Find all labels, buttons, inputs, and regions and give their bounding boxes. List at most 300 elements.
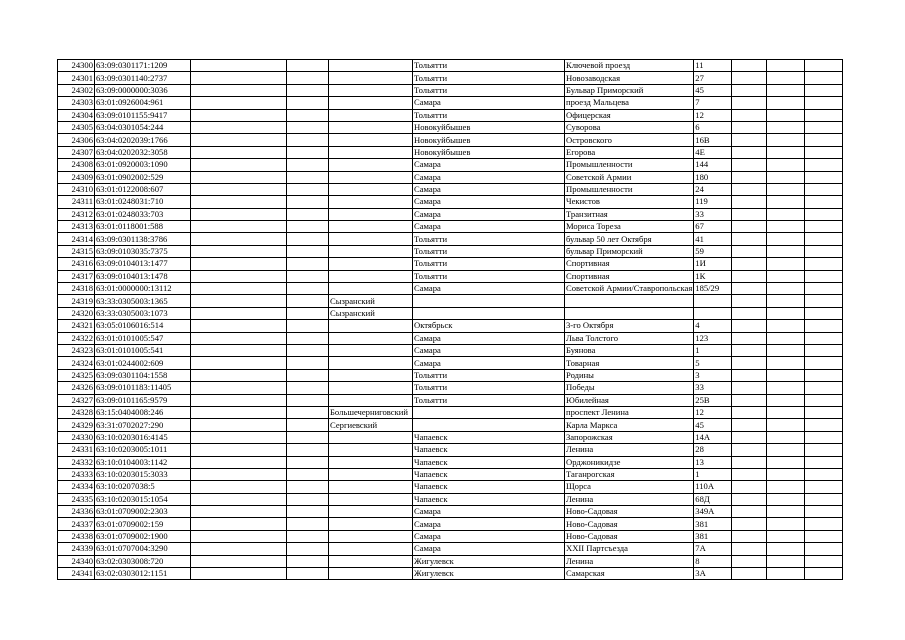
table-row xyxy=(58,506,843,518)
cell-row-number: 24321 xyxy=(58,320,95,332)
cell-empty xyxy=(767,109,805,121)
cell-district xyxy=(329,456,413,468)
cell-empty xyxy=(191,283,287,295)
cell-empty xyxy=(767,307,805,319)
cell-empty xyxy=(191,121,287,133)
cell-empty xyxy=(767,171,805,183)
cell-street: Промышленности xyxy=(565,159,694,171)
cell-street: Буянова xyxy=(565,344,694,356)
cell-locality xyxy=(413,295,565,307)
table-row xyxy=(58,394,843,406)
cell-empty xyxy=(287,369,329,381)
cell-cadastral-number: 63:33:0305003:1365 xyxy=(95,295,191,307)
cell-empty xyxy=(191,270,287,282)
table-row xyxy=(58,233,843,245)
cell-empty xyxy=(732,72,767,84)
cell-empty xyxy=(287,394,329,406)
cell-row-number: 24301 xyxy=(58,72,95,84)
cell-empty xyxy=(287,134,329,146)
records-table xyxy=(57,59,843,580)
cell-locality: Самара xyxy=(413,344,565,356)
cell-locality: Самара xyxy=(413,196,565,208)
cell-house: 11 xyxy=(694,60,732,72)
table-body xyxy=(58,60,843,580)
cell-empty xyxy=(732,320,767,332)
cell-row-number: 24330 xyxy=(58,431,95,443)
cell-street: Льва Толстого xyxy=(565,332,694,344)
cell-empty xyxy=(805,60,843,72)
cell-empty xyxy=(287,431,329,443)
cell-district xyxy=(329,183,413,195)
cell-locality: Тольятти xyxy=(413,233,565,245)
cell-locality: Тольятти xyxy=(413,258,565,270)
cell-empty xyxy=(767,97,805,109)
cell-empty xyxy=(767,159,805,171)
cell-district xyxy=(329,568,413,580)
cell-empty xyxy=(805,134,843,146)
cell-empty xyxy=(191,394,287,406)
cell-cadastral-number: 63:10:0203015:3033 xyxy=(95,468,191,480)
cell-empty xyxy=(767,444,805,456)
cell-empty xyxy=(805,146,843,158)
cell-empty xyxy=(767,344,805,356)
cell-empty xyxy=(287,146,329,158)
cell-cadastral-number: 63:01:0902002:529 xyxy=(95,171,191,183)
cell-house: 123 xyxy=(694,332,732,344)
cell-district xyxy=(329,109,413,121)
cell-locality: Чапаевск xyxy=(413,481,565,493)
cell-cadastral-number: 63:01:0244002:609 xyxy=(95,357,191,369)
cell-street: 3-го Октября xyxy=(565,320,694,332)
cell-cadastral-number: 63:09:0103035:7375 xyxy=(95,245,191,257)
cell-street: Запорожская xyxy=(565,431,694,443)
cell-cadastral-number: 63:02:0303008:720 xyxy=(95,555,191,567)
cell-row-number: 24322 xyxy=(58,332,95,344)
cell-empty xyxy=(805,84,843,96)
cell-locality: Новокуйбышев xyxy=(413,146,565,158)
cell-empty xyxy=(287,382,329,394)
cell-empty xyxy=(767,468,805,480)
cell-empty xyxy=(191,568,287,580)
cell-empty xyxy=(191,406,287,418)
table-row xyxy=(58,444,843,456)
cell-locality: Тольятти xyxy=(413,72,565,84)
table-row xyxy=(58,406,843,418)
cell-locality: Самара xyxy=(413,530,565,542)
cell-empty xyxy=(287,456,329,468)
cell-empty xyxy=(767,555,805,567)
cell-empty xyxy=(732,332,767,344)
cell-empty xyxy=(191,530,287,542)
cell-cadastral-number: 63:04:0202032:3058 xyxy=(95,146,191,158)
cell-empty xyxy=(191,221,287,233)
cell-empty xyxy=(287,320,329,332)
cell-locality: Тольятти xyxy=(413,382,565,394)
cell-street: Островского xyxy=(565,134,694,146)
cell-locality: Самара xyxy=(413,332,565,344)
cell-cadastral-number: 63:04:0202039:1766 xyxy=(95,134,191,146)
cell-empty xyxy=(191,468,287,480)
cell-empty xyxy=(732,406,767,418)
cell-empty xyxy=(191,295,287,307)
cell-empty xyxy=(732,221,767,233)
cell-street: Бульвар Приморский xyxy=(565,84,694,96)
cell-empty xyxy=(732,530,767,542)
cell-house: 8 xyxy=(694,555,732,567)
cell-empty xyxy=(287,506,329,518)
cell-cadastral-number: 63:10:0203015:1054 xyxy=(95,493,191,505)
cell-empty xyxy=(805,357,843,369)
cell-empty xyxy=(805,456,843,468)
cell-empty xyxy=(767,196,805,208)
cell-empty xyxy=(287,109,329,121)
cell-empty xyxy=(287,121,329,133)
cell-cadastral-number: 63:01:0709002:1900 xyxy=(95,530,191,542)
cell-district xyxy=(329,444,413,456)
cell-empty xyxy=(287,518,329,530)
cell-locality: Самара xyxy=(413,159,565,171)
cell-empty xyxy=(805,159,843,171)
cell-empty xyxy=(191,171,287,183)
cell-locality: Тольятти xyxy=(413,394,565,406)
cell-row-number: 24314 xyxy=(58,233,95,245)
cell-empty xyxy=(805,344,843,356)
cell-street: бульвар Приморский xyxy=(565,245,694,257)
cell-house xyxy=(694,307,732,319)
cell-empty xyxy=(805,171,843,183)
cell-row-number: 24332 xyxy=(58,456,95,468)
table-row xyxy=(58,530,843,542)
cell-district xyxy=(329,344,413,356)
cell-empty xyxy=(805,233,843,245)
cell-street: Мориса Тореза xyxy=(565,221,694,233)
cell-street: Ленина xyxy=(565,555,694,567)
cell-cadastral-number: 63:01:0248033:703 xyxy=(95,208,191,220)
table-row xyxy=(58,456,843,468)
cell-empty xyxy=(287,60,329,72)
cell-locality: Самара xyxy=(413,171,565,183)
cell-empty xyxy=(732,60,767,72)
cell-locality: Чапаевск xyxy=(413,431,565,443)
cell-street: Промышленности xyxy=(565,183,694,195)
cell-house: 110А xyxy=(694,481,732,493)
cell-district xyxy=(329,518,413,530)
cell-empty xyxy=(191,60,287,72)
cell-empty xyxy=(767,245,805,257)
cell-empty xyxy=(805,568,843,580)
table-row xyxy=(58,468,843,480)
cell-empty xyxy=(767,431,805,443)
cell-empty xyxy=(287,72,329,84)
table-row xyxy=(58,568,843,580)
cell-row-number: 24313 xyxy=(58,221,95,233)
cell-street: Советской Армии xyxy=(565,171,694,183)
cell-locality: Новокуйбышев xyxy=(413,134,565,146)
cell-cadastral-number: 63:33:0305003:1073 xyxy=(95,307,191,319)
cell-empty xyxy=(732,431,767,443)
cell-house: 1И xyxy=(694,258,732,270)
cell-empty xyxy=(287,233,329,245)
cell-locality: Тольятти xyxy=(413,60,565,72)
cell-empty xyxy=(805,555,843,567)
cell-street: Офицерская xyxy=(565,109,694,121)
cell-house: 5 xyxy=(694,357,732,369)
cell-empty xyxy=(732,444,767,456)
cell-empty xyxy=(191,332,287,344)
cell-empty xyxy=(287,568,329,580)
cell-empty xyxy=(767,493,805,505)
cell-empty xyxy=(767,134,805,146)
cell-empty xyxy=(732,568,767,580)
cell-row-number: 24334 xyxy=(58,481,95,493)
cell-cadastral-number: 63:04:0301054:244 xyxy=(95,121,191,133)
cell-locality: Жигулевск xyxy=(413,568,565,580)
cell-empty xyxy=(767,332,805,344)
cell-empty xyxy=(191,159,287,171)
table-row xyxy=(58,382,843,394)
cell-cadastral-number: 63:09:0104013:1478 xyxy=(95,270,191,282)
cell-street: Ленина xyxy=(565,444,694,456)
cell-district xyxy=(329,258,413,270)
cell-empty xyxy=(767,84,805,96)
cell-row-number: 24312 xyxy=(58,208,95,220)
cell-empty xyxy=(732,344,767,356)
cell-empty xyxy=(805,97,843,109)
cell-empty xyxy=(767,283,805,295)
cell-empty xyxy=(287,419,329,431)
cell-cadastral-number: 63:01:0248031:710 xyxy=(95,196,191,208)
cell-district xyxy=(329,134,413,146)
cell-empty xyxy=(191,444,287,456)
cell-empty xyxy=(191,196,287,208)
cell-street: Самарская xyxy=(565,568,694,580)
cell-empty xyxy=(767,295,805,307)
cell-empty xyxy=(191,481,287,493)
cell-empty xyxy=(287,183,329,195)
cell-empty xyxy=(287,530,329,542)
table-row xyxy=(58,493,843,505)
cell-house: 1 xyxy=(694,468,732,480)
cell-empty xyxy=(191,419,287,431)
cell-empty xyxy=(732,233,767,245)
cell-district xyxy=(329,84,413,96)
cell-street: Спортивная xyxy=(565,270,694,282)
cell-house: 13 xyxy=(694,456,732,468)
cell-empty xyxy=(191,543,287,555)
cell-cadastral-number: 63:09:0104013:1477 xyxy=(95,258,191,270)
table-row xyxy=(58,369,843,381)
table-row xyxy=(58,196,843,208)
cell-empty xyxy=(287,493,329,505)
cell-empty xyxy=(732,518,767,530)
cell-house xyxy=(694,295,732,307)
cell-empty xyxy=(287,543,329,555)
cell-empty xyxy=(767,183,805,195)
cell-house: 45 xyxy=(694,419,732,431)
cell-house: 68Д xyxy=(694,493,732,505)
cell-empty xyxy=(732,394,767,406)
cell-district xyxy=(329,369,413,381)
cell-empty xyxy=(805,394,843,406)
cell-row-number: 24307 xyxy=(58,146,95,158)
cell-empty xyxy=(191,109,287,121)
cell-street: Щорса xyxy=(565,481,694,493)
table-row xyxy=(58,97,843,109)
cell-row-number: 24331 xyxy=(58,444,95,456)
cell-street: Ново-Садовая xyxy=(565,518,694,530)
cell-empty xyxy=(732,419,767,431)
cell-house: 16В xyxy=(694,134,732,146)
cell-house: 41 xyxy=(694,233,732,245)
cell-empty xyxy=(732,84,767,96)
table-row xyxy=(58,183,843,195)
cell-empty xyxy=(805,431,843,443)
cell-street: Товарная xyxy=(565,357,694,369)
cell-district xyxy=(329,481,413,493)
cell-cadastral-number: 63:09:0101165:9579 xyxy=(95,394,191,406)
cell-row-number: 24315 xyxy=(58,245,95,257)
cell-street: Ленина xyxy=(565,493,694,505)
cell-empty xyxy=(805,543,843,555)
cell-row-number: 24305 xyxy=(58,121,95,133)
cell-house: 33 xyxy=(694,208,732,220)
cell-street: Ново-Садовая xyxy=(565,506,694,518)
cell-row-number: 24320 xyxy=(58,307,95,319)
cell-house: 59 xyxy=(694,245,732,257)
cell-empty xyxy=(805,406,843,418)
table-row xyxy=(58,258,843,270)
cell-street: Орджоникидзе xyxy=(565,456,694,468)
cell-empty xyxy=(287,245,329,257)
cell-empty xyxy=(732,245,767,257)
cell-cadastral-number: 63:01:0920003:1090 xyxy=(95,159,191,171)
cell-district xyxy=(329,60,413,72)
cell-cadastral-number: 63:05:0106016:514 xyxy=(95,320,191,332)
cell-street: бульвар 50 лет Октября xyxy=(565,233,694,245)
cell-empty xyxy=(767,530,805,542)
cell-house: 14А xyxy=(694,431,732,443)
cell-empty xyxy=(732,258,767,270)
cell-locality: Самара xyxy=(413,357,565,369)
cell-district xyxy=(329,270,413,282)
cell-empty xyxy=(287,555,329,567)
cell-empty xyxy=(767,419,805,431)
cell-district xyxy=(329,394,413,406)
cell-locality: Чапаевск xyxy=(413,468,565,480)
cell-house: 119 xyxy=(694,196,732,208)
cell-district xyxy=(329,221,413,233)
cell-empty xyxy=(287,159,329,171)
cell-empty xyxy=(805,109,843,121)
cell-house: 67 xyxy=(694,221,732,233)
cell-cadastral-number: 63:09:0101183:11405 xyxy=(95,382,191,394)
cell-locality: Чапаевск xyxy=(413,493,565,505)
cell-row-number: 24326 xyxy=(58,382,95,394)
cell-house: 381 xyxy=(694,518,732,530)
cell-cadastral-number: 63:15:0404008:246 xyxy=(95,406,191,418)
cell-empty xyxy=(767,357,805,369)
cell-empty xyxy=(732,456,767,468)
cell-district xyxy=(329,357,413,369)
cell-empty xyxy=(191,431,287,443)
cell-house: 381 xyxy=(694,530,732,542)
cell-street: Таганрогская xyxy=(565,468,694,480)
cell-locality: Жигулевск xyxy=(413,555,565,567)
cell-empty xyxy=(767,258,805,270)
table-row xyxy=(58,146,843,158)
table-row xyxy=(58,283,843,295)
cell-house: 24 xyxy=(694,183,732,195)
cell-empty xyxy=(191,245,287,257)
cell-locality: Новокуйбышев xyxy=(413,121,565,133)
table-row xyxy=(58,481,843,493)
cell-district xyxy=(329,171,413,183)
cell-empty xyxy=(767,270,805,282)
cell-locality: Самара xyxy=(413,183,565,195)
cell-empty xyxy=(805,121,843,133)
cell-empty xyxy=(191,233,287,245)
cell-row-number: 24304 xyxy=(58,109,95,121)
cell-empty xyxy=(732,208,767,220)
cell-empty xyxy=(287,468,329,480)
cell-district xyxy=(329,159,413,171)
cell-empty xyxy=(805,332,843,344)
cell-empty xyxy=(287,406,329,418)
cell-empty xyxy=(191,493,287,505)
cell-empty xyxy=(191,369,287,381)
cell-district xyxy=(329,97,413,109)
cell-empty xyxy=(287,171,329,183)
cell-locality: Самара xyxy=(413,208,565,220)
cell-locality: Тольятти xyxy=(413,84,565,96)
cell-empty xyxy=(732,555,767,567)
cell-cadastral-number: 63:10:0203016:4145 xyxy=(95,431,191,443)
table-row xyxy=(58,72,843,84)
cell-empty xyxy=(805,270,843,282)
cell-empty xyxy=(805,183,843,195)
cell-street: Егорова xyxy=(565,146,694,158)
cell-street xyxy=(565,295,694,307)
cell-house: 3 xyxy=(694,369,732,381)
cell-cadastral-number: 63:02:0303012:1151 xyxy=(95,568,191,580)
cell-empty xyxy=(805,493,843,505)
cell-street: XXII Партсъезда xyxy=(565,543,694,555)
cell-district: Сызранский xyxy=(329,295,413,307)
cell-locality xyxy=(413,406,565,418)
cell-row-number: 24341 xyxy=(58,568,95,580)
cell-cadastral-number: 63:01:0101005:547 xyxy=(95,332,191,344)
cell-street: Родины xyxy=(565,369,694,381)
cell-district xyxy=(329,283,413,295)
cell-district xyxy=(329,530,413,542)
table-row xyxy=(58,320,843,332)
cell-row-number: 24300 xyxy=(58,60,95,72)
cell-empty xyxy=(767,320,805,332)
cell-house: 33 xyxy=(694,382,732,394)
cell-empty xyxy=(805,530,843,542)
cell-empty xyxy=(767,369,805,381)
cell-house: 6 xyxy=(694,121,732,133)
table-row xyxy=(58,121,843,133)
cell-empty xyxy=(805,72,843,84)
cell-empty xyxy=(732,146,767,158)
cell-empty xyxy=(191,146,287,158)
cell-empty xyxy=(732,506,767,518)
cell-district xyxy=(329,506,413,518)
cell-street: проспект Ленина xyxy=(565,406,694,418)
cell-street: Карла Маркса xyxy=(565,419,694,431)
cell-empty xyxy=(805,208,843,220)
